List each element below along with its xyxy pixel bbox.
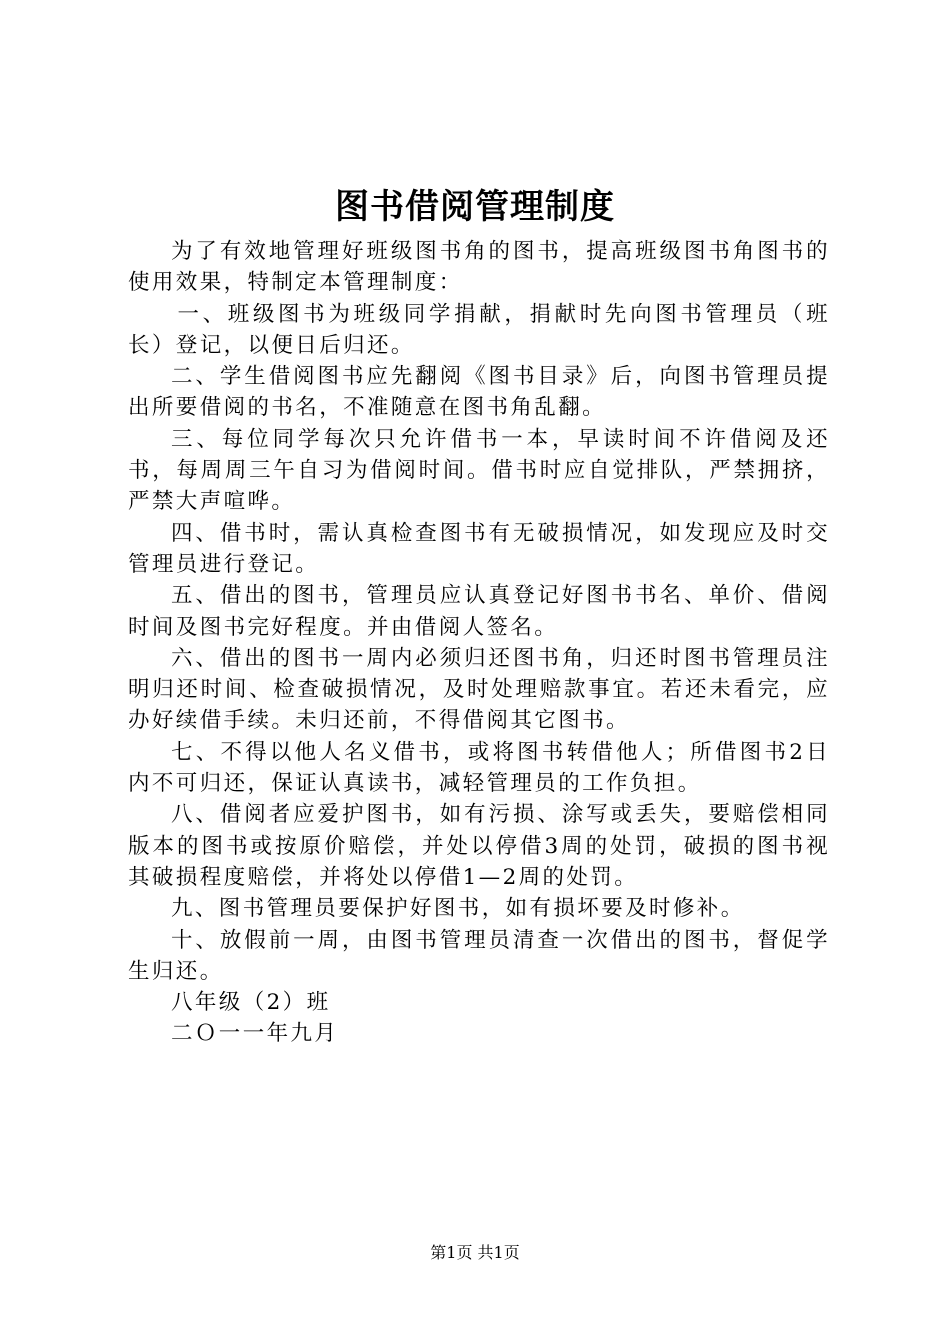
rule-6-paragraph: 六、借出的图书一周内必须归还图书角，归还时图书管理员注明归还时间、检查破损情况，及时处理赔款事宜。若还未看完，应办好续借手续。未归还前，不得借阅其它图书。 (128, 645, 830, 734)
rule-9-paragraph: 九、图书管理员要保护好图书，如有损坏要及时修补。 (171, 896, 745, 922)
document-title: 图书借阅管理制度 (335, 187, 615, 227)
rule-3-paragraph: 三、每位同学每次只允许借书一本，早读时间不许借阅及还书，每周周三午自习为借阅时间。借书时应自觉排队，严禁拥挤，严禁大声喧哗。 (128, 426, 830, 515)
rule-7-paragraph: 七、不得以他人名义借书，或将图书转借他人；所借图书2日内不可归还，保证认真读书，减轻管理员的工作负担。 (128, 739, 830, 797)
page-footer: 第1页 共1页 (430, 1243, 520, 1262)
document-body (128, 236, 830, 1050)
signature-class: 八年级（2）班 (171, 990, 331, 1016)
rule-5-paragraph: 五、借出的图书，管理员应认真登记好图书书名、单价、借阅时间及图书完好程度。并由借阅人签名。 (128, 583, 830, 640)
rule-8-paragraph: 八、借阅者应爱护图书，如有污损、涂写或丢失，要赔偿相同版本的图书或按原价赔偿，并处以停借3周的处罚，破损的图书视其破损程度赔偿，并将处以停借1—2周的处罚。 (128, 802, 830, 890)
rule-10-paragraph: 十、放假前一周，由图书管理员清查一次借出的图书，督促学生归还。 (128, 927, 830, 984)
rule-4-paragraph: 四、借书时，需认真检查图书有无破损情况，如发现应及时交管理员进行登记。 (128, 520, 830, 577)
signature-date: 二Ｏ一一年九月 (171, 1021, 339, 1047)
rule-1-paragraph: 一、班级图书为班级同学捐献，捐献时先向图书管理员（班长）登记，以便日后归还。 (128, 301, 830, 358)
rule-2-paragraph: 二、学生借阅图书应先翻阅《图书目录》后，向图书管理员提出所要借阅的书名，不准随意在图书角乱翻。 (128, 364, 830, 421)
intro-paragraph: 为了有效地管理好班级图书角的图书，提高班级图书角图书的使用效果，特制定本管理制度： (128, 239, 830, 296)
